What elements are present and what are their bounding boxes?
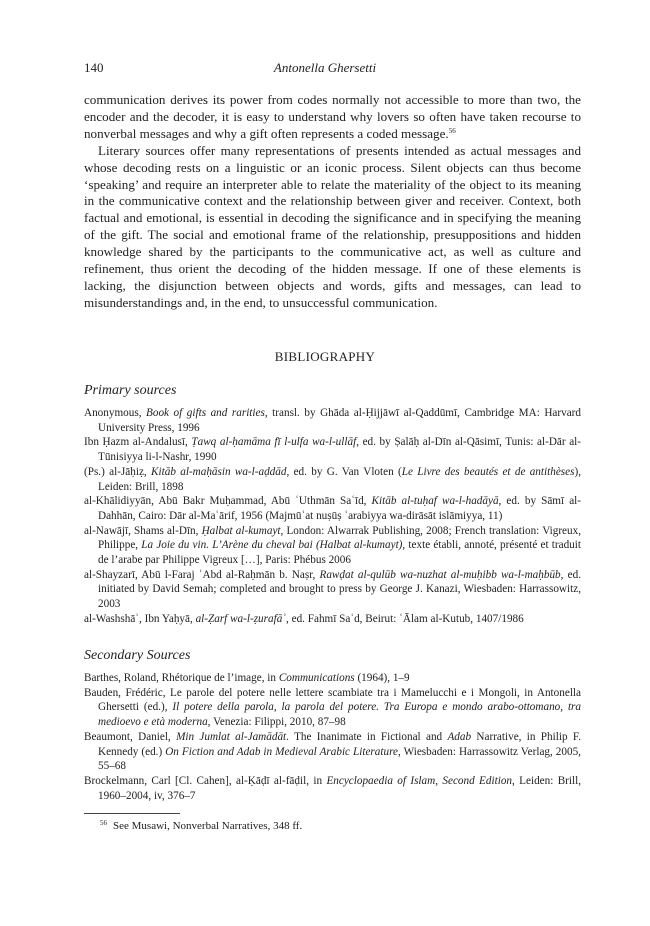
primary-sources-list [84,406,581,627]
bib-entry: Anonymous, Book of gifts and rarities, transl. by Ghāda al-Ḥijjāwī al-Qaddūmī, Cambridge MA: Harvard University Press, 1996 [84,407,582,434]
bib-entry: (Ps.) al-Jāḥiẓ, Kitāb al-maḥāsin wa-l-aḍdād, ed. by G. Van Vloten (Le Livre des beautés et de antithèses), Leiden: Brill, 1898 [84,465,581,493]
footnote-number: 56 [100,819,107,827]
footnote-text: See Musawi, Nonverbal Narratives, 348 ff. [113,820,303,832]
paragraph-1 [84,92,581,143]
bib-entry: al-Nawājī, Shams al-Dīn, Ḥalbat al-kumayt, London: Alwarrak Publishing, 2008; French translation: Vigreux, Philippe, La Joie du vin. L’Arène du cheval bai (Halbat al-kumayt), texte établi, annoté, présenté et traduit de l’arabe par Philippe Vigreux […], Paris: Phébus 2006 [84,524,582,567]
paragraph-2: Literary sources offer many representations of presents intended as actual messages and whose decoding rests on a linguistic or an iconic process. Silent objects can thus become ‘speaking’ and require an interpreter able to relate the materiality of the object to its meaning in the communicative context and the relationship between giver and receiver. Context, both factual and emotional, is essential in decoding the significance and in specifying the meaning of the gift. The social and emotional frame of the relationship, presuppositions and hidden knowledge shared by the participants to the communicative act, as well as culture and refinement, thus orient the decoding of the hidden message. If one of these elements is lacking, the disjunction between objects and words, gifts and messages, can lead to misunderstandings and, in the end, to unsuccessful communication. [84,142,581,310]
footnote-rule [84,813,180,814]
bib-entry: al-Khālidiyyān, Abū Bakr Muḥammad, Abū ʿUthmān Saʿīd, Kitāb al-tuḥaf wa-l-hadāyā, ed. by Sāmī al-Dahhān, Cairo: Dār al-Maʿārif, 1956 (Majmūʿat nuṣūṣ ʿarabiyya wa-dirāsāt islāmiyya, 11) [84,495,581,522]
bib-entry: Brockelmann, Carl [Cl. Cahen], al-Ḳāḍī al-fāḍil, in Encyclopaedia of Islam, Second Edition, Leiden: Brill, 1960–2004, iv, 376–7 [84,774,582,802]
bib-entry: Barthes, Roland, Rhétorique de l’image, in Communications (1964), 1–9 [84,672,410,684]
primary-sources-heading: Primary sources [84,383,177,398]
page-number: 140 [84,60,104,75]
bib-entry: Ibn Ḥazm al-Andalusī, Ṭawq al-ḥamāma fī l-ulfa wa-l-ullāf, ed. by Ṣalāḥ al-Dīn al-Qāsimī, Tunis: al-Dār al-Tūnisiyya li-l-Nashr, 1990 [84,436,581,464]
secondary-sources-list [84,671,581,803]
bib-entry: Bauden, Frédéric, Le parole del potere nelle lettere scambiate tra i Mamelucchi e i Mongoli, in Antonella Ghersetti (ed.), Il potere della parola, la parola del potere. Tra Europa e mondo arabo-ottomano, tra medioevo e età moderna, Venezia: Filippi, 2010, 87–98 [84,686,581,729]
footnote [100,819,302,832]
footnote-marker: 56 [448,126,456,135]
paragraph-1-text: communication derives its power from codes normally not accessible to more than two, the encoder and the decoder, it is easy to understand why lovers so often have taken recourse to nonverbal messages and why a gift often represents a coded message. [84,92,581,141]
bib-entry: al-Shayzarī, Abū l-Faraj ʿAbd al-Raḥmān b. Naṣr, Rawḍat al-qulūb wa-nuzhat al-muḥibb wa-l-maḥbūb, ed. initiated by David Semah; completed and brought to press by George J. Kanazi, Wiesbaden: Harrassowitz, 2003 [84,568,581,611]
body-text [84,92,581,312]
secondary-sources-heading: Secondary Sources [84,648,191,663]
running-head: Antonella Ghersetti [273,60,377,75]
bib-entry: Beaumont, Daniel, Min Jumlat al-Jamādāt. The Inanimate in Fictional and Adab Narrative, in Philip F. Kennedy (ed.) On Fiction and Adab in Medieval Arabic Literature, Wiesbaden: Harrassowitz Verlag, 2005, 55–68 [84,730,581,773]
bib-entry: al-Washshāʾ, Ibn Yaḥyā, al-Ẓarf wa-l-ẓurafāʾ, ed. Fahmī Saʿd, Beirut: ʿĀlam al-Kutub, 1407/1986 [84,612,524,625]
bibliography-heading: BIBLIOGRAPHY [274,349,376,364]
